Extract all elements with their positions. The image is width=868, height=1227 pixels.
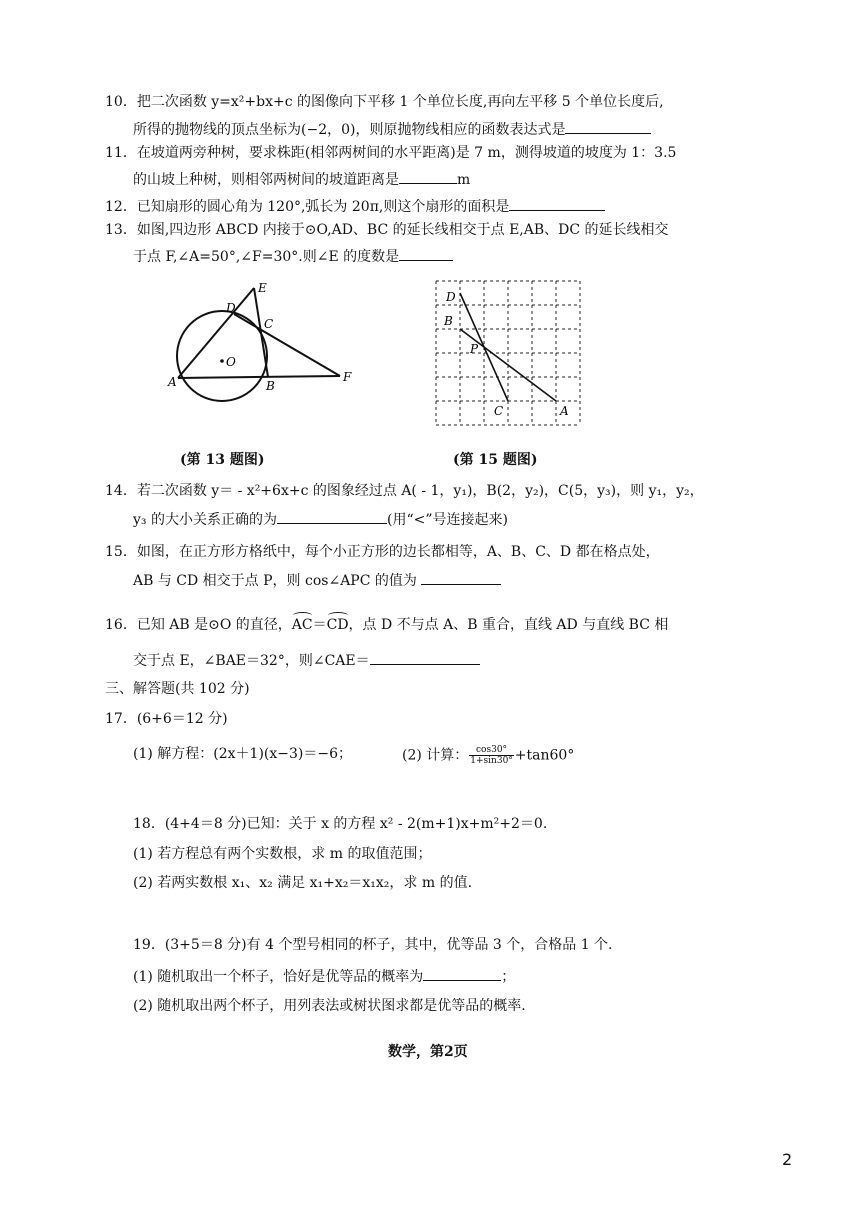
q11-line1: 11．在坡道两旁种树，要求株距(相邻两树间的水平距离)是 7 m，测得坡道的坡度为 1：3.5 [105,145,677,161]
fig15-label-P: P [470,342,479,356]
fig13-label-B: B [266,379,275,393]
fig15-label-D: D [446,290,456,304]
fig13-line-DF [234,314,340,376]
q16-line1 [105,616,668,634]
q14-line2 [133,509,508,529]
q10-line2 [133,119,651,139]
fig13-label-D: D [226,301,236,315]
q13-line2 [133,246,453,266]
q17-fraction-numerator: cos30° [469,745,514,756]
q11-answer-blank[interactable] [399,169,457,184]
figure-15 [430,275,590,427]
figure-13 [160,278,370,418]
q16-line1-text-b: ，点 D 不与点 A、B 重合，直线 AD 与直线 BC 相 [348,617,669,633]
fig15-caption: (第 15 题图) [453,452,538,468]
q12-answer-blank[interactable] [509,196,605,211]
q19-part1-text: (1) 随机取出一个杯子，恰好是优等品的概率为 [133,969,424,985]
q17-fraction-denominator: 1+sin30° [470,756,513,766]
section-3-heading: 三、解答题(共 102 分) [105,681,250,697]
q14-answer-blank[interactable] [277,509,387,524]
q13-line1: 13．如图,四边形 ABCD 内接于⊙O,AD、BC 的延长线相交于点 E,AB、DC 的延长线相交 [105,222,669,238]
q13-answer-blank[interactable] [399,246,453,261]
q15-answer-blank[interactable] [421,570,501,585]
q10-line2-text: 所得的抛物线的顶点坐标为(−2，0)，则原抛物线相应的函数表达式是 [133,122,566,138]
fig15-label-C: C [494,404,504,418]
q11-line2-text: 的山坡上种树，则相邻两树间的坡道距离是 [133,172,399,188]
fig13-label-E: E [258,281,267,295]
q15-line2-text: AB 与 CD 相交于点 P，则 cos∠APC 的值为 [133,573,417,589]
q19-heading: 19．(3+5＝8 分)有 4 个型号相同的杯子，其中，优等品 3 个，合格品 1 个. [133,937,613,953]
fig13-label-A: A [168,375,177,389]
q17-part1: (1) 解方程：(2x＋1)(x−3)＝−6； [133,746,353,762]
q16-line2 [133,650,480,670]
page-footer-label: 数学，第2页 [388,1044,468,1060]
q17-part2-tail: +tan60° [514,747,575,764]
q10-answer-blank[interactable] [565,119,651,134]
fig13-line-AF [178,376,340,378]
q16-arc-AC: AC [291,617,313,633]
q15-line1: 15．如图，在正方形方格纸中，每个小正方形的边长都相等，A、B、C、D 都在格点处， [105,544,660,560]
fig13-label-F: F [343,370,352,384]
q18-part2: (2) 若两实数根 x₁、x₂ 满足 x₁+x₂＝x₁x₂，求 m 的值. [133,875,473,891]
q15-line2 [133,570,501,590]
q17-heading: 17．(6+6＝12 分) [105,711,228,727]
q12-line1 [105,196,605,216]
q16-equals: ＝ [312,617,327,633]
q14-hint: (用“<”号连接起来) [386,512,508,528]
page-number: 2 [782,1150,793,1169]
q16-line1-text-a: 16．已知 AB 是⊙O 的直径， [105,617,292,633]
q16-answer-blank[interactable] [370,650,480,665]
q11-line2 [133,169,470,189]
q19-part1 [133,966,515,986]
fig13-label-O: O [226,355,236,369]
q17-fraction [469,745,514,766]
fig15-label-B: B [444,314,453,328]
q10-line1: 10．把二次函数 y=x²+bx+c 的图像向下平移 1 个单位长度,再向左平移 5 个单位长度后, [105,94,664,110]
q12-text: 12．已知扇形的圆心角为 120°,弧长为 20π,则这个扇形的面积是 [105,199,510,215]
fig13-center-point [220,359,224,363]
fig15-grid [436,281,580,425]
q19-answer-blank[interactable] [423,966,501,981]
q16-arc-CD: CD [326,617,349,633]
fig13-line-AE [178,288,254,378]
q17-part2-label: (2) 计算： [402,747,469,764]
fig15-label-A: A [560,404,569,418]
q13-line2-text: 于点 F,∠A=50°,∠F=30°.则∠E 的度数是 [133,249,400,265]
q14-line1: 14．若二次函数 y＝ - x²+6x+c 的图象经过点 A( - 1，y₁)，B(2，y₂)，C(5，y₃)，则 y₁，y₂， [105,483,704,499]
q14-line2-text: y₃ 的大小关系正确的为 [133,512,277,528]
q11-unit: m [457,172,471,188]
q18-part1: (1) 若方程总有两个实数根，求 m 的取值范围； [133,846,432,862]
q19-part2: (2) 随机取出两个杯子，用列表法或树状图求都是优等品的概率. [133,998,526,1014]
q17-part2 [402,745,574,766]
fig13-caption: (第 13 题图) [180,452,265,468]
fig13-label-C: C [264,317,274,331]
q19-part1-end: ； [501,969,516,985]
q16-line2-text: 交于点 E，∠BAE＝32°，则∠CAE＝ [133,653,370,669]
q18-heading: 18．(4+4＝8 分)已知：关于 x 的方程 x² - 2(m+1)x+m²+2＝0. [133,816,548,832]
